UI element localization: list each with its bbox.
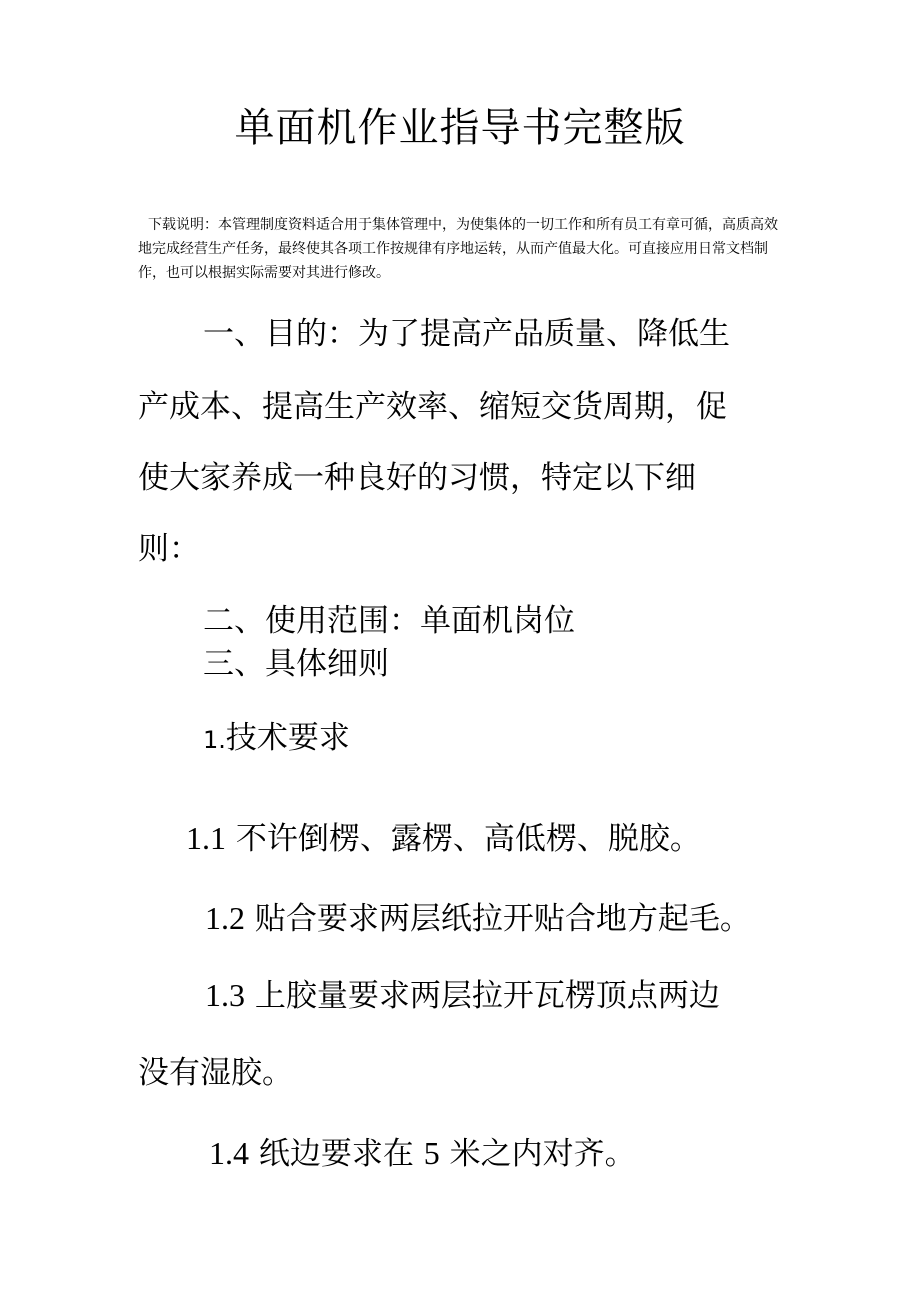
item-inline-number: 5 [423,1135,440,1171]
download-note: 下载说明：本管理制度资料适合用于集体管理中，为使集体的一切工作和所有员工有章可循，高质高效地完成经营生产任务，最终使其各项工作按规律有序地运转，从而产值最大化。可直接应用日常文档制作，也可以根据实际需要对其进行修改。 [138,217,778,281]
purpose-line-1: 一、目的：为了提高产品质量、降低生 [203,316,730,352]
purpose-line-4: 则： [138,531,200,567]
subsection-label: 技术要求 [225,720,350,756]
item-number: 1.1 [186,820,226,856]
list-item-continuation: 没有湿胶。 [138,1055,293,1091]
item-text: 纸边要求在 [258,1136,414,1172]
item-text: 不许倒楞、露楞、高低楞、脱胶。 [235,821,701,857]
item-text: 上胶量要求两层拉开瓦楞顶点两边 [254,978,720,1014]
section-scope: 二、使用范围：单面机岗位 [203,603,575,639]
subsection-number: 1. [203,726,226,754]
purpose-line-2: 产成本、提高生产效率、缩短交货周期，促 [138,389,727,425]
subsection-tech-requirements [203,718,350,760]
item-text: 贴合要求两层纸拉开贴合地方起毛。 [254,901,751,937]
item-number: 1.3 [205,977,245,1013]
document-title: 单面机作业指导书完整版 [234,105,686,151]
list-item [186,818,701,859]
list-item [209,1133,636,1174]
list-item [205,898,751,939]
item-text: 米之内对齐。 [449,1136,636,1172]
item-number: 1.4 [209,1135,249,1171]
list-item [205,975,720,1016]
purpose-line-3: 使大家养成一种良好的习惯，特定以下细 [138,460,696,496]
section-details-heading: 三、具体细则 [203,646,389,682]
item-number: 1.2 [205,900,245,936]
